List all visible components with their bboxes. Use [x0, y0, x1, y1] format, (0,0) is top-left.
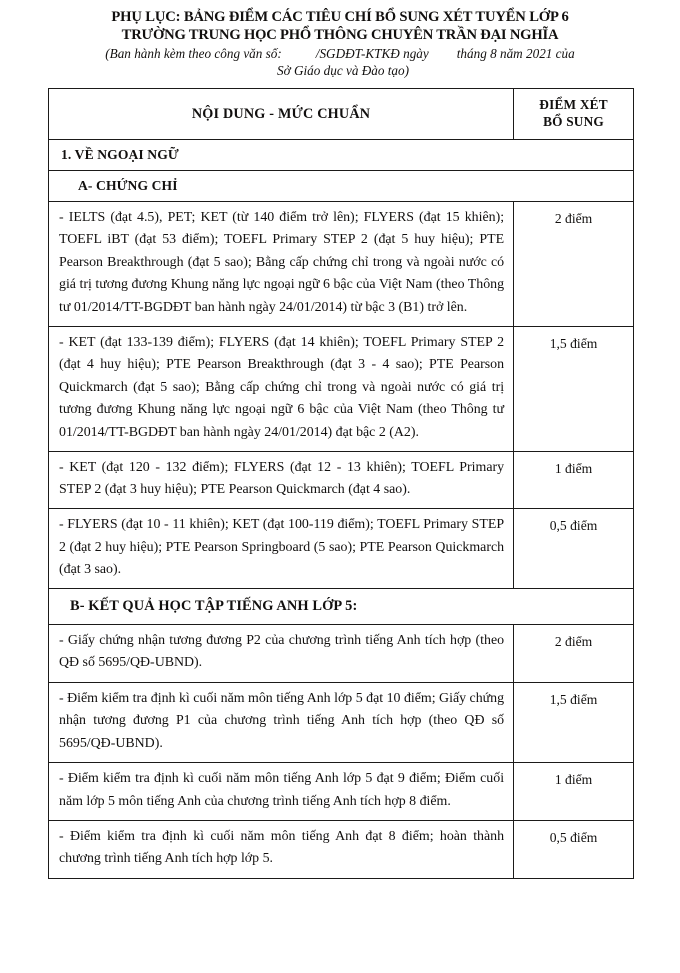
section-title-certificates: A- CHỨNG CHỈ: [49, 171, 634, 202]
table-row: [49, 509, 634, 589]
criteria-score: 0,5 điểm: [514, 509, 634, 589]
criteria-content: - KET (đạt 120 - 132 điểm); FLYERS (đạt 12 - 13 khiên); TOEFL Primary STEP 2 (đạt 3 huy hiệu); PTE Pearson Quickmarch (đạt 4 sao).: [49, 452, 514, 509]
column-header-score: [514, 89, 634, 140]
section-title-foreign-language: 1. VỀ NGOẠI NGỮ: [49, 140, 634, 171]
table-row: [49, 682, 634, 762]
criteria-content: - Điểm kiểm tra định kì cuối năm môn tiếng Anh lớp 5 đạt 9 điểm; Điểm cuối năm lớp 5 môn tiếng Anh của chương trình tiếng Anh tích hợp 8 điểm.: [49, 763, 514, 821]
table-row: [49, 327, 634, 452]
subtitle-row-department: Sở Giáo dục và Đào tạo): [277, 62, 409, 78]
criteria-content: - FLYERS (đạt 10 - 11 khiên); KET (đạt 100-119 điểm); TOEFL Primary STEP 2 (đạt 2 huy hiệu); PTE Pearson Springboard (5 sao); PTE Pearson Quickmarch (đạt 3 sao).: [49, 509, 514, 589]
column-header-content: NỘI DUNG - MỨC CHUẨN: [49, 89, 514, 140]
document-title-line-2: TRƯỜNG TRUNG HỌC PHỔ THÔNG CHUYÊN TRẦN ĐẠI NGHĨA: [121, 26, 559, 43]
table-row: [49, 763, 634, 821]
criteria-content: - IELTS (đạt 4.5), PET; KET (từ 140 điểm trở lên); FLYERS (đạt 15 khiên); TOEFL iBT (đạt 53 điểm); TOEFL Primary STEP 2 (đạt 5 huy hiệu); PTE Pearson Breakthrough (đạt 5 sao); Bằng cấp chứng chỉ trong và ngoài nước có giá trị tương đương Khung năng lực ngoại ngữ 6 bậc của Việt Nam (theo Thông tư 01/2014/TT-BGDĐT ban hành ngày 24/01/2014) từ bậc 3 (B1) trở lên.: [49, 202, 514, 327]
criteria-table-wrapper: [0, 88, 680, 879]
subtitle-segment-date: tháng 8 năm 2021 của: [456, 46, 575, 61]
column-header-score-line-2: BỔ SUNG: [543, 113, 604, 129]
subtitle-segment-document-code: /SGDĐT-KTKĐ ngày: [315, 46, 429, 61]
table-header-row: [49, 89, 634, 140]
table-row: [49, 820, 634, 878]
criteria-score: 2 điểm: [514, 625, 634, 683]
subtitle-segment-issued-with: (Ban hành kèm theo công văn số:: [105, 46, 282, 61]
criteria-content: - Giấy chứng nhận tương đương P2 của chương trình tiếng Anh tích hợp (theo QĐ số 5695/QĐ-UBND).: [49, 625, 514, 683]
column-header-score-line-1: ĐIỂM XÉT: [539, 97, 608, 112]
criteria-score: 1,5 điểm: [514, 327, 634, 452]
criteria-score: 1,5 điểm: [514, 682, 634, 762]
section-row-english-results: [49, 589, 634, 625]
document-header: [0, 0, 680, 79]
criteria-content: - Điểm kiểm tra định kì cuối năm môn tiếng Anh đạt 8 điểm; hoàn thành chương trình tiếng Anh tích hợp lớp 5.: [49, 820, 514, 878]
criteria-content: - KET (đạt 133-139 điểm); FLYERS (đạt 14 khiên); TOEFL Primary STEP 2 (đạt 4 huy hiệu); PTE Pearson Breakthrough (đạt 3 - 4 sao); PTE Pearson Quickmarch (đạt 5 sao); Bằng cấp chứng chỉ trong và ngoài nước có giá trị tương đương Khung năng lực ngoại ngữ 6 bậc của Việt Nam (theo Thông tư 01/2014/TT-BGDĐT ban hành ngày 24/01/2014) đạt bậc 2 (A2).: [49, 327, 514, 452]
criteria-score: 1 điểm: [514, 763, 634, 821]
section-row-foreign-language: [49, 140, 634, 171]
table-row: [49, 452, 634, 509]
subtitle-row-primary: [46, 46, 634, 63]
table-row: [49, 202, 634, 327]
criteria-score: 0,5 điểm: [514, 820, 634, 878]
section-row-certificates: [49, 171, 634, 202]
section-title-english-results: B- KẾT QUẢ HỌC TẬP TIẾNG ANH LỚP 5:: [49, 589, 634, 625]
criteria-table: [48, 88, 634, 879]
document-title-line-1: PHỤ LỤC: BẢNG ĐIỂM CÁC TIÊU CHÍ BỔ SUNG XÉT TUYỂN LỚP 6: [111, 9, 569, 25]
document-subtitle: [46, 46, 634, 79]
table-row: [49, 625, 634, 683]
criteria-content: - Điểm kiểm tra định kì cuối năm môn tiếng Anh lớp 5 đạt 10 điểm; Giấy chứng nhận tương đương P1 của chương trình tiếng Anh tích hợp (theo QĐ số 5695/QĐ-UBND).: [49, 682, 514, 762]
criteria-score: 1 điểm: [514, 452, 634, 509]
criteria-score: 2 điểm: [514, 202, 634, 327]
